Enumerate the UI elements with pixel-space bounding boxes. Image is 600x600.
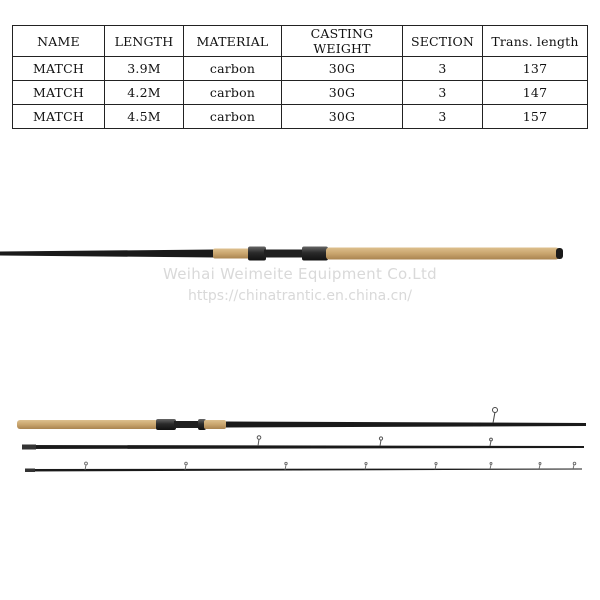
- reel-seat: [264, 250, 304, 258]
- watermark-company: Weihai Weimeite Equipment Co.Ltd: [163, 265, 437, 283]
- header-name: NAME: [13, 26, 105, 57]
- cell-casting-weight: 30G: [282, 105, 403, 129]
- cell-trans-length: 147: [483, 81, 588, 105]
- reel-seat-hood: [248, 247, 266, 261]
- cell-name: MATCH: [13, 57, 105, 81]
- header-casting-weight: CASTING WEIGHT: [282, 26, 403, 57]
- rod-blank: [0, 250, 215, 258]
- watermark-url: https://chinatrantic.en.china.cn/: [188, 288, 412, 304]
- cell-material: carbon: [184, 57, 282, 81]
- rod-blank: [226, 422, 586, 428]
- cell-name: MATCH: [13, 105, 105, 129]
- header-length: LENGTH: [105, 26, 184, 57]
- header-trans-length: Trans. length: [483, 26, 588, 57]
- cell-section: 3: [403, 105, 483, 129]
- cell-section: 3: [403, 57, 483, 81]
- cell-length: 4.2M: [105, 81, 184, 105]
- cell-casting-weight: 30G: [282, 57, 403, 81]
- reel-seat: [174, 421, 200, 428]
- fore-grip-cork: [213, 249, 251, 259]
- header-section: SECTION: [403, 26, 483, 57]
- reel-seat-nut: [302, 247, 328, 261]
- fore-grip-cork: [204, 420, 226, 429]
- header-material: MATERIAL: [184, 26, 282, 57]
- assembled-rod: [0, 247, 563, 261]
- cell-material: carbon: [184, 105, 282, 129]
- ferrule: [25, 469, 35, 473]
- cell-casting-weight: 30G: [282, 81, 403, 105]
- cell-length: 4.5M: [105, 105, 184, 129]
- butt-cap: [556, 248, 563, 259]
- ferrule: [22, 445, 36, 450]
- cell-trans-length: 157: [483, 105, 588, 129]
- rod-blank: [22, 445, 584, 449]
- cell-trans-length: 137: [483, 57, 588, 81]
- line-guide-icon: [493, 408, 498, 424]
- rod-section-middle: [22, 436, 584, 450]
- rod-section-tip: [25, 462, 582, 472]
- reel-seat-nut: [156, 419, 176, 430]
- handle-cork: [326, 248, 559, 260]
- rod-blank: [25, 469, 582, 472]
- cell-name: MATCH: [13, 81, 105, 105]
- line-guide-icon: [257, 436, 492, 446]
- cell-material: carbon: [184, 81, 282, 105]
- cell-section: 3: [403, 81, 483, 105]
- cell-length: 3.9M: [105, 57, 184, 81]
- rod-section-butt: [17, 408, 586, 431]
- handle-cork: [17, 420, 158, 429]
